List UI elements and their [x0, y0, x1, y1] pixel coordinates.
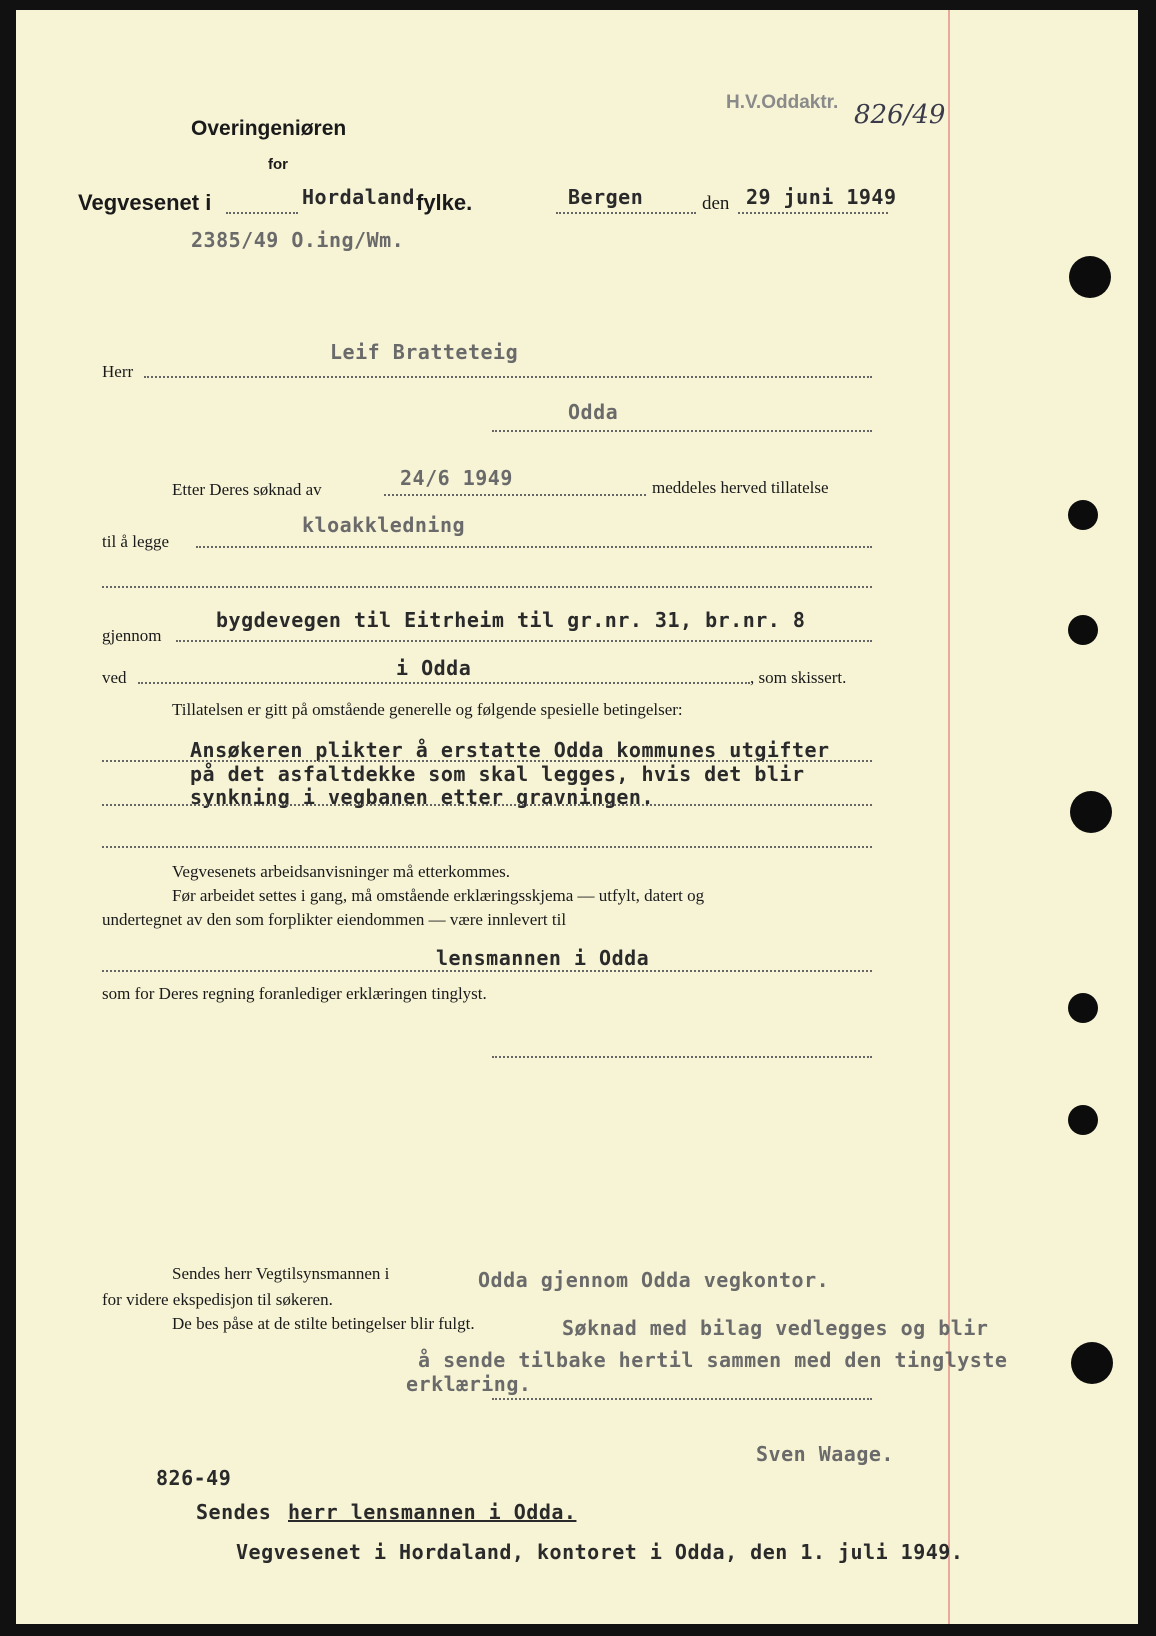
sendes-line-2: for videre ekspedisjon til søkeren. — [102, 1290, 333, 1309]
punch-hole — [1068, 1105, 1098, 1135]
item-value: kloakkledning — [302, 513, 466, 537]
extra-line-1: å sende tilbake hertil sammen med den tinglyste — [418, 1348, 1008, 1372]
ved-value: i Odda — [396, 656, 472, 680]
city-dotline — [556, 212, 696, 214]
case-number: 826-49 — [156, 1466, 232, 1490]
stamp-number: 826/49 — [854, 100, 946, 130]
ved-dotline — [138, 682, 750, 684]
document-page — [16, 10, 1138, 1624]
reference-number: 2385/49 O.ing/Wm. — [191, 228, 405, 252]
county-dotline — [226, 212, 298, 214]
condition-dotline — [102, 804, 872, 806]
gjennom-value: bygdevegen til Eitrheim til gr.nr. 31, br.nr. 8 — [216, 608, 806, 632]
fylke-label: fylke. — [416, 190, 473, 215]
arbeid-line-2: Før arbeidet settes i gang, må omstående erklæringsskjema — utfylt, datert og — [172, 886, 705, 905]
ved-label: ved — [102, 668, 127, 687]
condition-line-2: på det asfaltdekke som skal legges, hvis det blir — [190, 762, 805, 786]
signature: Sven Waage. — [756, 1442, 894, 1466]
condition-line-1: Ansøkeren plikter å erstatte Odda kommunes utgifter — [190, 738, 830, 762]
arbeid-line-1: Vegvesenets arbeidsanvisninger må etterkommes. — [172, 862, 511, 881]
sendes-value-1: Odda gjennom Odda vegkontor. — [478, 1268, 830, 1292]
letter-date: 29 juni 1949 — [746, 185, 897, 209]
recipient-dotline — [144, 376, 872, 378]
blank-dotline — [102, 586, 872, 588]
punch-hole — [1071, 1342, 1113, 1384]
meddeles-label: meddeles herved tillatelse — [652, 478, 829, 497]
for-label: for — [268, 156, 288, 173]
til-label: til å legge — [102, 532, 170, 551]
vegvesenet-label: Vegvesenet i — [78, 190, 212, 215]
recipient-name: Leif Bratteteig — [330, 340, 519, 364]
application-date: 24/6 1949 — [400, 466, 513, 490]
sendes-line-1: Sendes herr Vegtilsynsmannen i — [172, 1264, 390, 1283]
gjennom-dotline — [176, 640, 872, 642]
extra-line-2: erklæring. — [406, 1372, 532, 1396]
som-skissert: , som skissert. — [750, 668, 847, 687]
sendes-value-3: Søknad med bilag vedlegges og blir — [562, 1316, 989, 1340]
punch-hole — [1068, 615, 1098, 645]
closing-line: Vegvesenet i Hordaland, kontoret i Odda, den 1. juli 1949. — [236, 1540, 964, 1564]
arbeid-line-3: undertegnet av den som forplikter eiendommen — være innlevert til — [102, 910, 567, 929]
condition-dotline — [102, 846, 872, 848]
condition-dotline — [102, 760, 872, 762]
punch-hole — [1068, 993, 1098, 1023]
footer-dotline — [492, 1398, 872, 1400]
place-dotline — [492, 430, 872, 432]
punch-hole — [1069, 256, 1111, 298]
tinglyst-text: som for Deres regning foranlediger erklæringen tinglyst. — [102, 984, 487, 1003]
condition-line-3: synkning i vegbanen etter gravningen. — [190, 785, 655, 809]
application-dotline — [384, 494, 646, 496]
etter-label: Etter Deres søknad av — [172, 480, 322, 499]
sendes-line-3: De bes påse at de stilte betingelser blir fulgt. — [172, 1314, 475, 1333]
lensmann-dotline — [102, 970, 872, 972]
lensmann-value: lensmannen i Odda — [436, 946, 650, 970]
gjennom-label: gjennom — [102, 626, 162, 645]
page-title: Overingeniøren — [191, 117, 347, 140]
punch-hole — [1068, 500, 1098, 530]
sendes-lensmann: herr lensmannen i Odda. — [288, 1500, 577, 1524]
den-label: den — [702, 193, 730, 214]
margin-line — [948, 10, 950, 1624]
date-dotline — [738, 212, 888, 214]
recipient-place: Odda — [568, 400, 619, 424]
office-stamp: H.V.Oddaktr. — [726, 92, 839, 113]
item-dotline — [196, 546, 872, 548]
punch-hole — [1070, 791, 1112, 833]
sendes-lensmann-prefix: Sendes — [196, 1500, 272, 1524]
county-value: Hordaland — [302, 185, 415, 209]
tillatelsen-text: Tillatelsen er gitt på omstående generelle og følgende spesielle betingelser: — [172, 700, 683, 719]
herr-label: Herr — [102, 362, 134, 381]
city-value: Bergen — [568, 185, 644, 209]
signature-dotline — [492, 1056, 872, 1058]
